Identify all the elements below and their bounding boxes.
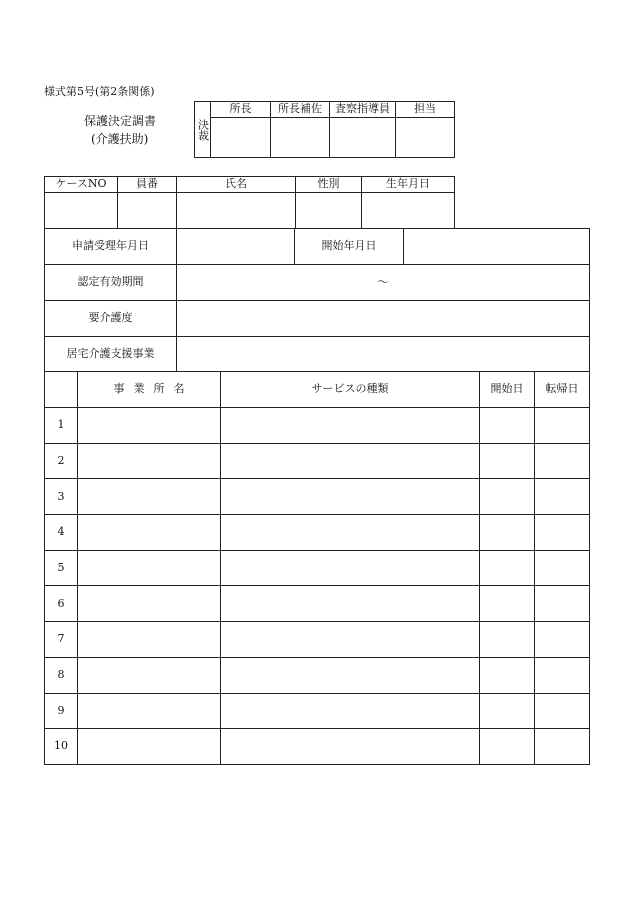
name-field[interactable]	[177, 193, 296, 229]
service-start-date-field[interactable]	[480, 515, 535, 551]
service-row	[45, 729, 590, 765]
service-type-field[interactable]	[221, 443, 480, 479]
application-date-label: 申請受理年月日	[45, 229, 177, 265]
case-no-field[interactable]	[45, 193, 118, 229]
case-header-name: 氏名	[177, 177, 296, 193]
service-type-field[interactable]	[221, 586, 480, 622]
service-row	[45, 479, 590, 515]
services-header-transfer-date: 転帰日	[535, 372, 590, 408]
service-row	[45, 408, 590, 444]
service-office-name-field[interactable]	[78, 586, 221, 622]
services-table	[44, 371, 590, 765]
approval-stamp-director[interactable]	[211, 118, 271, 158]
service-office-name-field[interactable]	[78, 622, 221, 658]
service-transfer-date-field[interactable]	[535, 693, 590, 729]
services-header-service-type: サービスの種類	[221, 372, 480, 408]
validity-period-separator: ～	[376, 274, 389, 289]
service-row-number: 7	[45, 622, 78, 658]
services-header-number	[45, 372, 78, 408]
case-header-case-no: ケースNO	[45, 177, 118, 193]
service-transfer-date-field[interactable]	[535, 622, 590, 658]
service-start-date-field[interactable]	[480, 729, 535, 765]
service-row-number: 10	[45, 729, 78, 765]
service-type-field[interactable]	[221, 657, 480, 693]
service-row-number: 8	[45, 657, 78, 693]
form-number: 様式第5号(第2条関係)	[44, 85, 155, 98]
service-start-date-field[interactable]	[480, 693, 535, 729]
service-office-name-field[interactable]	[78, 657, 221, 693]
service-start-date-field[interactable]	[480, 622, 535, 658]
approval-stamp-assistant-director[interactable]	[271, 118, 330, 158]
service-start-date-field[interactable]	[480, 408, 535, 444]
service-row-number: 3	[45, 479, 78, 515]
service-transfer-date-field[interactable]	[535, 443, 590, 479]
details-table	[44, 228, 590, 372]
home-care-support-label: 居宅介護支援事業	[45, 337, 177, 372]
service-row	[45, 443, 590, 479]
service-row	[45, 515, 590, 551]
approval-table	[194, 101, 455, 158]
service-office-name-field[interactable]	[78, 408, 221, 444]
care-level-label: 要介護度	[45, 301, 177, 337]
start-date-field[interactable]	[404, 229, 590, 265]
service-office-name-field[interactable]	[78, 479, 221, 515]
service-start-date-field[interactable]	[480, 586, 535, 622]
service-office-name-field[interactable]	[78, 443, 221, 479]
sex-field[interactable]	[296, 193, 362, 229]
service-type-field[interactable]	[221, 515, 480, 551]
case-header-member-no: 員番	[118, 177, 177, 193]
birthdate-field[interactable]	[362, 193, 455, 229]
case-header-birthdate: 生年月日	[362, 177, 455, 193]
services-header-office-name-text: 事 業 所 名	[113, 382, 185, 396]
approval-stamp-staff[interactable]	[396, 118, 455, 158]
service-type-field[interactable]	[221, 693, 480, 729]
service-transfer-date-field[interactable]	[535, 479, 590, 515]
service-type-field[interactable]	[221, 408, 480, 444]
service-start-date-field[interactable]	[480, 657, 535, 693]
service-row-number: 4	[45, 515, 78, 551]
service-transfer-date-field[interactable]	[535, 657, 590, 693]
service-row-number: 1	[45, 408, 78, 444]
service-office-name-field[interactable]	[78, 729, 221, 765]
service-type-field[interactable]	[221, 550, 480, 586]
service-row-number: 5	[45, 550, 78, 586]
approval-role-director: 所長	[211, 102, 271, 118]
case-header-sex: 性別	[296, 177, 362, 193]
service-type-field[interactable]	[221, 622, 480, 658]
service-transfer-date-field[interactable]	[535, 586, 590, 622]
service-row-number: 2	[45, 443, 78, 479]
service-row	[45, 657, 590, 693]
services-header-office-name	[78, 372, 221, 408]
service-type-field[interactable]	[221, 479, 480, 515]
validity-period-label: 認定有効期間	[45, 265, 177, 301]
service-row	[45, 622, 590, 658]
case-table	[44, 176, 455, 229]
member-no-field[interactable]	[118, 193, 177, 229]
validity-period-field[interactable]	[177, 265, 590, 301]
document-subtitle: (介護扶助)	[91, 132, 149, 146]
services-header-start-date: 開始日	[480, 372, 535, 408]
service-start-date-field[interactable]	[480, 443, 535, 479]
service-transfer-date-field[interactable]	[535, 729, 590, 765]
service-office-name-field[interactable]	[78, 515, 221, 551]
application-date-field[interactable]	[177, 229, 295, 265]
service-row-number: 6	[45, 586, 78, 622]
approval-stamp-inspector[interactable]	[330, 118, 396, 158]
service-start-date-field[interactable]	[480, 550, 535, 586]
home-care-support-field[interactable]	[177, 337, 590, 372]
approval-side-label: 決裁	[196, 118, 210, 141]
document-title: 保護決定調書	[84, 114, 157, 128]
care-level-field[interactable]	[177, 301, 590, 337]
service-start-date-field[interactable]	[480, 479, 535, 515]
service-row-number: 9	[45, 693, 78, 729]
service-row	[45, 550, 590, 586]
service-transfer-date-field[interactable]	[535, 515, 590, 551]
start-date-label: 開始年月日	[295, 229, 404, 265]
service-transfer-date-field[interactable]	[535, 550, 590, 586]
service-transfer-date-field[interactable]	[535, 408, 590, 444]
approval-role-staff: 担当	[396, 102, 455, 118]
service-type-field[interactable]	[221, 729, 480, 765]
approval-role-inspector: 査察指導員	[330, 102, 396, 118]
approval-side-label-cell	[195, 102, 211, 158]
approval-role-assistant-director: 所長補佐	[271, 102, 330, 118]
service-office-name-field[interactable]	[78, 550, 221, 586]
service-office-name-field[interactable]	[78, 693, 221, 729]
service-row	[45, 586, 590, 622]
service-row	[45, 693, 590, 729]
